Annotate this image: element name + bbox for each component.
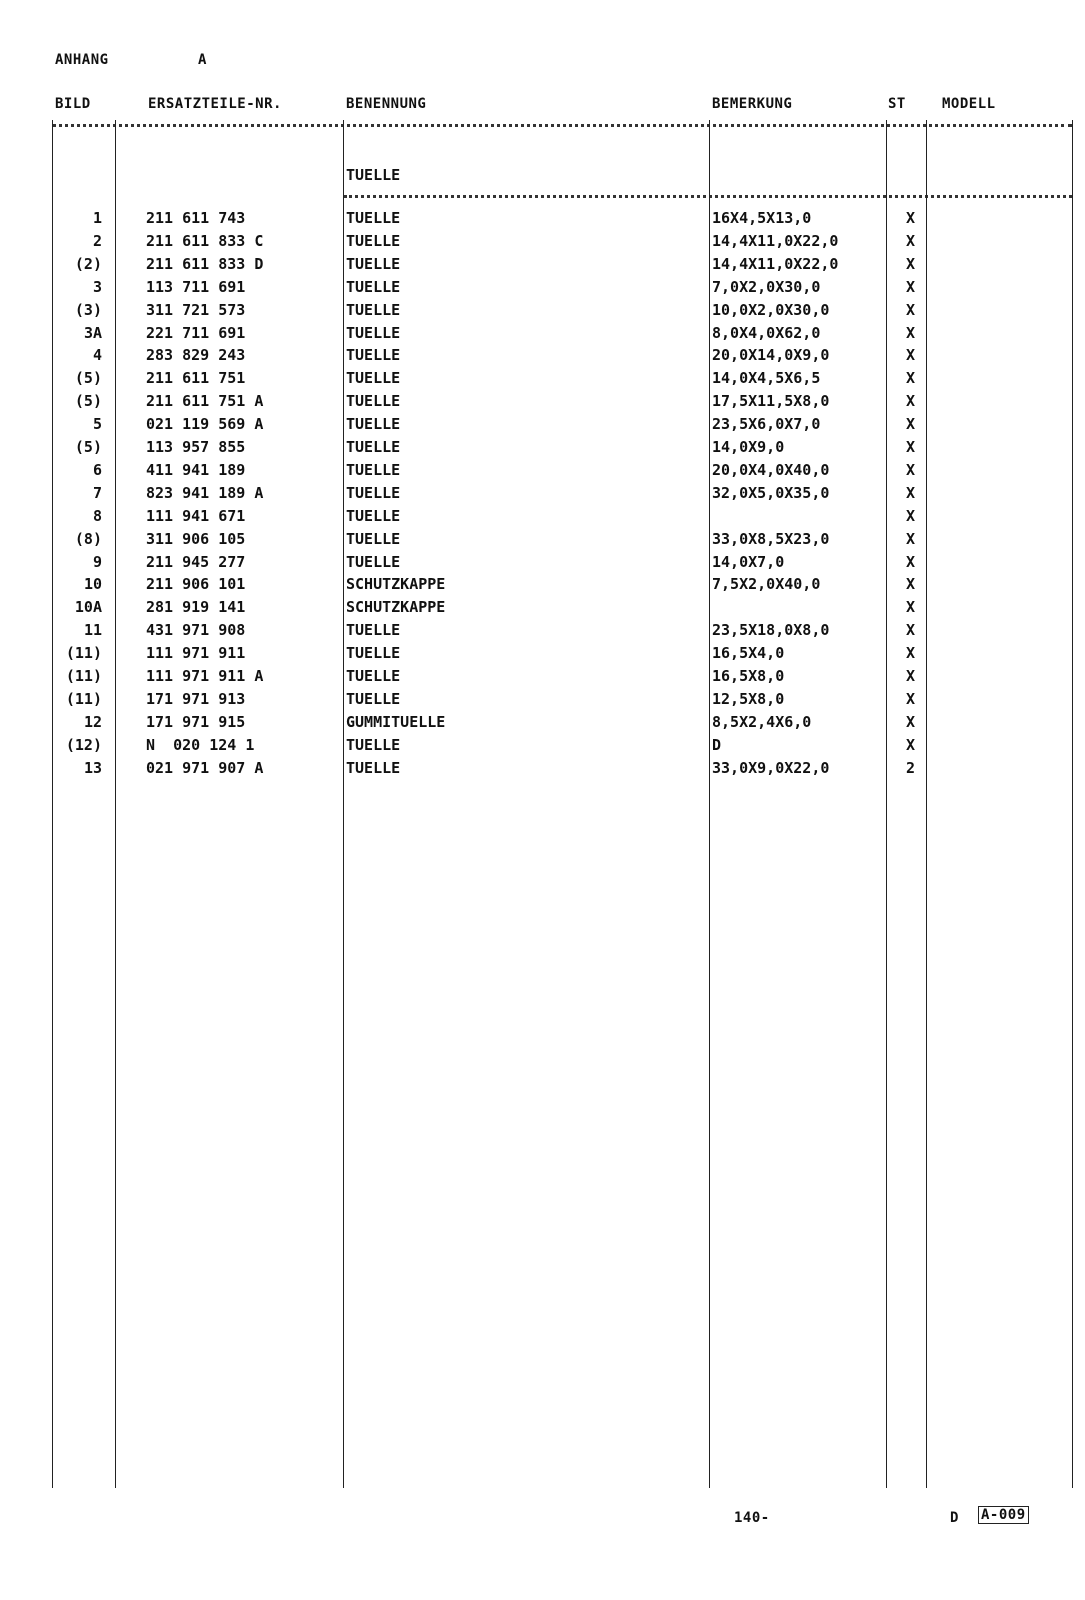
table-row (0, 207, 1085, 230)
table-row (0, 253, 1085, 276)
part-number-cell: 211 611 833 D (146, 254, 264, 273)
bemerkung-cell: 33,0X8,5X23,0 (712, 529, 830, 548)
bemerkung-cell: 7,5X2,0X40,0 (712, 575, 821, 594)
st-cell: X (906, 277, 916, 296)
bild-cell: 13 (83, 758, 102, 777)
bemerkung-cell: 32,0X5,0X35,0 (712, 483, 830, 502)
st-cell: X (906, 575, 916, 594)
st-cell: X (906, 529, 916, 548)
st-cell: X (906, 712, 916, 731)
part-number-cell: 211 611 743 (146, 209, 246, 227)
bild-cell: 2 (92, 231, 102, 250)
part-number-cell: 211 611 751 (146, 369, 246, 388)
bemerkung-cell: 16,5X4,0 (712, 644, 785, 663)
benennung-cell: TUELLE (346, 231, 401, 250)
st-cell: X (906, 506, 916, 525)
bild-cell: 3 (92, 277, 102, 296)
part-number-cell: 171 971 915 (146, 712, 246, 731)
bemerkung-cell: 23,5X6,0X7,0 (712, 415, 821, 434)
part-number-cell: 823 941 189 A (146, 483, 264, 502)
benennung-cell: TUELLE (346, 689, 401, 708)
benennung-cell: TUELLE (346, 506, 401, 525)
anhang-value: A (198, 52, 207, 68)
part-number-cell: 113 711 691 (146, 277, 246, 296)
bild-cell: 3A (83, 323, 102, 342)
bild-cell: 8 (92, 506, 102, 525)
bild-cell: 7 (92, 483, 102, 502)
bild-cell: (5) (74, 392, 102, 411)
table-row (0, 688, 1085, 711)
benennung-cell: TUELLE (346, 552, 401, 571)
part-number-cell: 111 971 911 (146, 644, 246, 663)
benennung-cell: TUELLE (346, 415, 401, 434)
bild-cell: (11) (65, 644, 102, 663)
benennung-cell: TUELLE (346, 483, 401, 502)
bild-cell: (11) (65, 689, 102, 708)
part-number-cell: 171 971 913 (146, 689, 246, 708)
col-header-benennung: BENENNUNG (346, 96, 427, 112)
st-cell: X (906, 667, 916, 685)
part-number-cell: 211 906 101 (146, 575, 246, 594)
st-cell: X (906, 689, 916, 708)
part-number-cell: 311 906 105 (146, 529, 246, 548)
bild-cell: 1 (92, 209, 102, 227)
bemerkung-cell: 16X4,5X13,0 (712, 209, 812, 227)
bild-cell: (12) (65, 735, 102, 754)
col-header-bemerkung: BEMERKUNG (712, 96, 793, 112)
bemerkung-cell: 7,0X2,0X30,0 (712, 277, 821, 296)
table-row (0, 734, 1085, 757)
col-header-modell: MODELL (942, 96, 996, 112)
st-cell: X (906, 598, 916, 617)
st-cell: X (906, 209, 916, 227)
part-number-cell: 431 971 908 (146, 621, 246, 640)
bemerkung-cell: 14,0X7,0 (712, 552, 785, 571)
bemerkung-cell: 12,5X8,0 (712, 689, 785, 708)
table-row (0, 711, 1085, 734)
table-row (0, 436, 1085, 459)
bemerkung-cell: 20,0X4,0X40,0 (712, 460, 830, 479)
table-row (0, 642, 1085, 665)
part-number-cell: 111 971 911 A (146, 667, 264, 685)
bemerkung-cell: 14,0X9,0 (712, 438, 785, 456)
document-code: A-009 (978, 1506, 1029, 1524)
bemerkung-cell: D (712, 735, 722, 754)
benennung-cell: TUELLE (346, 254, 401, 273)
section-separator (344, 195, 1072, 198)
st-cell: X (906, 621, 916, 640)
anhang-label: ANHANG (55, 52, 109, 68)
part-number-cell: 211 611 751 A (146, 392, 264, 411)
bild-cell: (2) (74, 254, 102, 273)
st-cell: X (906, 300, 916, 319)
table-row (0, 390, 1085, 413)
part-number-cell: 021 971 907 A (146, 758, 264, 777)
part-number-cell: 221 711 691 (146, 323, 246, 342)
st-cell: X (906, 438, 916, 456)
bemerkung-cell: 14,4X11,0X22,0 (712, 231, 839, 250)
st-cell: X (906, 415, 916, 434)
part-number-cell: N 020 124 1 (146, 735, 255, 754)
section-title: TUELLE (346, 166, 401, 184)
bemerkung-cell: 8,5X2,4X6,0 (712, 712, 812, 731)
benennung-cell: TUELLE (346, 346, 401, 365)
bemerkung-cell: 10,0X2,0X30,0 (712, 300, 830, 319)
benennung-cell: SCHUTZKAPPE (346, 575, 446, 594)
benennung-cell: TUELLE (346, 392, 401, 411)
part-number-cell: 021 119 569 A (146, 415, 264, 434)
bild-cell: 9 (92, 552, 102, 571)
bild-cell: 10A (74, 598, 102, 617)
col-header-bild: BILD (55, 96, 91, 112)
benennung-cell: TUELLE (346, 758, 401, 777)
bild-cell: (5) (74, 438, 102, 456)
header-separator (52, 124, 1072, 127)
st-cell: X (906, 231, 916, 250)
benennung-cell: TUELLE (346, 277, 401, 296)
table-row (0, 665, 1085, 688)
table-row (0, 459, 1085, 482)
st-cell: X (906, 346, 916, 365)
bild-cell: (8) (74, 529, 102, 548)
table-row (0, 528, 1085, 551)
st-cell: X (906, 392, 916, 411)
benennung-cell: TUELLE (346, 529, 401, 548)
bemerkung-cell: 16,5X8,0 (712, 667, 785, 685)
col-header-st: ST (888, 96, 906, 112)
part-number-cell: 411 941 189 (146, 460, 246, 479)
table-row (0, 344, 1085, 367)
part-number-cell: 281 919 141 (146, 598, 246, 617)
table-row (0, 505, 1085, 528)
benennung-cell: TUELLE (346, 369, 401, 388)
benennung-cell: GUMMITUELLE (346, 712, 446, 731)
table-row (0, 619, 1085, 642)
bild-cell: (5) (74, 369, 102, 388)
col-header-ersatzteile-nr: ERSATZTEILE-NR. (148, 96, 282, 112)
bild-cell: (3) (74, 300, 102, 319)
part-number-cell: 113 957 855 (146, 438, 246, 456)
table-row (0, 413, 1085, 436)
bild-cell: (11) (65, 667, 102, 685)
st-cell: X (906, 369, 916, 388)
bild-cell: 12 (83, 712, 102, 731)
st-cell: X (906, 483, 916, 502)
table-row (0, 757, 1085, 780)
table-row (0, 230, 1085, 253)
benennung-cell: TUELLE (346, 667, 401, 685)
benennung-cell: TUELLE (346, 323, 401, 342)
benennung-cell: TUELLE (346, 621, 401, 640)
table-row (0, 573, 1085, 596)
st-cell: X (906, 644, 916, 663)
st-cell: X (906, 254, 916, 273)
st-cell: X (906, 460, 916, 479)
part-number-cell: 311 721 573 (146, 300, 246, 319)
bemerkung-cell: 20,0X14,0X9,0 (712, 346, 830, 365)
bemerkung-cell: 23,5X18,0X8,0 (712, 621, 830, 640)
part-number-cell: 283 829 243 (146, 346, 246, 365)
bemerkung-cell: 8,0X4,0X62,0 (712, 323, 821, 342)
bemerkung-cell: 14,4X11,0X22,0 (712, 254, 839, 273)
bild-cell: 5 (92, 415, 102, 434)
table-row (0, 322, 1085, 345)
part-number-cell: 211 945 277 (146, 552, 246, 571)
benennung-cell: TUELLE (346, 209, 401, 227)
st-cell: X (906, 735, 916, 754)
bild-cell: 4 (92, 346, 102, 365)
table-row (0, 596, 1085, 619)
st-cell: X (906, 323, 916, 342)
benennung-cell: TUELLE (346, 438, 401, 456)
part-number-cell: 111 941 671 (146, 506, 246, 525)
st-cell: X (906, 552, 916, 571)
benennung-cell: TUELLE (346, 300, 401, 319)
bild-cell: 6 (92, 460, 102, 479)
benennung-cell: SCHUTZKAPPE (346, 598, 446, 617)
bemerkung-cell: 33,0X9,0X22,0 (712, 758, 830, 777)
benennung-cell: TUELLE (346, 644, 401, 663)
table-row (0, 551, 1085, 574)
bild-cell: 11 (83, 621, 102, 640)
bemerkung-cell: 14,0X4,5X6,5 (712, 369, 821, 388)
benennung-cell: TUELLE (346, 735, 401, 754)
table-row (0, 299, 1085, 322)
language-code: D (950, 1510, 959, 1526)
table-row (0, 276, 1085, 299)
bemerkung-cell: 17,5X11,5X8,0 (712, 392, 830, 411)
table-row (0, 367, 1085, 390)
st-cell: 2 (906, 758, 916, 777)
benennung-cell: TUELLE (346, 460, 401, 479)
bild-cell: 10 (83, 575, 102, 594)
table-row (0, 482, 1085, 505)
part-number-cell: 211 611 833 C (146, 231, 264, 250)
page-number: 140- (734, 1510, 770, 1526)
